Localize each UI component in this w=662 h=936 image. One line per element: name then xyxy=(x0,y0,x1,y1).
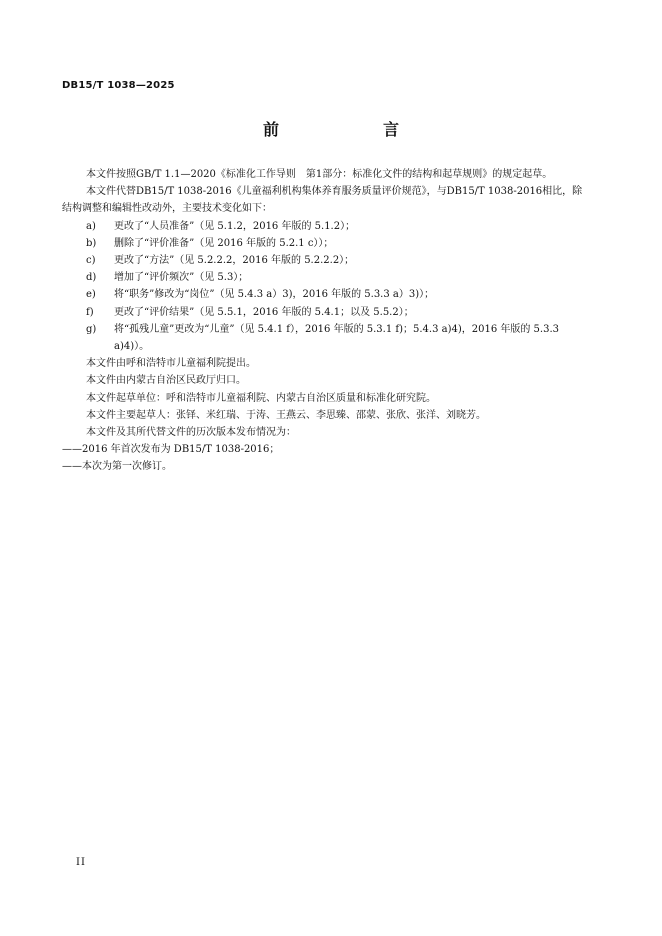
list-item-text: 删除了“评价准备”（见 2016 年版的 5.2.1 c））； xyxy=(114,237,334,249)
list-item-text: 将“职务”修改为“岗位”（见 5.4.3 a）3)，2016 年版的 5.3.3 a）3)）； xyxy=(114,289,435,301)
list-item xyxy=(62,286,592,303)
list-item-marker: a) xyxy=(86,220,96,232)
list-item-text: 将“孤残儿童”更改为“儿童”（见 5.4.1 f），2016 年版的 5.3.1 f)；5.4.3 a)4)，2016 年版的 5.3.3 a)4)）。 xyxy=(114,323,559,353)
list-item-text: 更改了“评价结果”（见 5.5.1，2016 年版的 5.4.1；以及 5.5.2）； xyxy=(114,306,414,318)
drafters-statement: 本文件主要起草人：张铎、米红瑞、于涛、王燕云、李思臻、邵蒙、张欣、张洋、刘晓芳。 xyxy=(86,409,486,421)
page-title: 前 言 xyxy=(262,120,443,139)
history-intro-statement: 本文件及其所代替文件的历次版本发布情况为： xyxy=(86,427,296,439)
list-item-text: 更改了“人员准备”（见 5.1.2，2016 年版的 5.1.2）； xyxy=(114,220,356,232)
list-item xyxy=(62,321,592,355)
list-item-marker: d) xyxy=(86,272,97,284)
administrator-statement: 本文件由内蒙古自治区民政厅归口。 xyxy=(86,375,246,387)
change-list xyxy=(62,218,592,356)
list-item-marker: g) xyxy=(86,323,97,335)
document-code: DB15/T 1038—2025 xyxy=(62,80,175,91)
list-item xyxy=(62,218,592,235)
list-item xyxy=(62,252,592,269)
list-item xyxy=(62,269,592,286)
drafting-units-statement: 本文件起草单位：呼和浩特市儿童福利院、内蒙古自治区质量和标准化研究院。 xyxy=(86,392,436,404)
foreword-body xyxy=(62,166,592,476)
list-item-marker: b) xyxy=(86,237,97,249)
list-item-marker: c) xyxy=(86,255,96,267)
list-item-text: 更改了“方法”（见 5.2.2.2，2016 年版的 5.2.2.2）； xyxy=(114,255,355,267)
list-item xyxy=(62,304,592,321)
intro-paragraph-drafting-rules: 本文件按照GB/T 1.1—2020《标准化工作导则 第1部分：标准化文件的结构和起草规则》的规定起草。 xyxy=(86,169,553,180)
intro-paragraph-replacement: 本文件代替DB15/T 1038-2016《儿童福利机构集体养育服务质量评价规范》，与DB15/T 1038-2016相比，除结构调整和编辑性改动外，主要技术变化如下： xyxy=(62,186,583,215)
list-item-marker: e) xyxy=(86,289,96,301)
history-item: ——本次为第一次修订。 xyxy=(62,461,172,473)
proposer-statement: 本文件由呼和浩特市儿童福利院提出。 xyxy=(86,358,256,370)
history-item: ——2016 年首次发布为 DB15/T 1038-2016； xyxy=(62,444,280,456)
page-number: II xyxy=(76,857,86,868)
list-item-marker: f) xyxy=(86,306,94,318)
list-item xyxy=(62,235,592,252)
list-item-text: 增加了“评价频次”（见 5.3）； xyxy=(114,272,249,284)
